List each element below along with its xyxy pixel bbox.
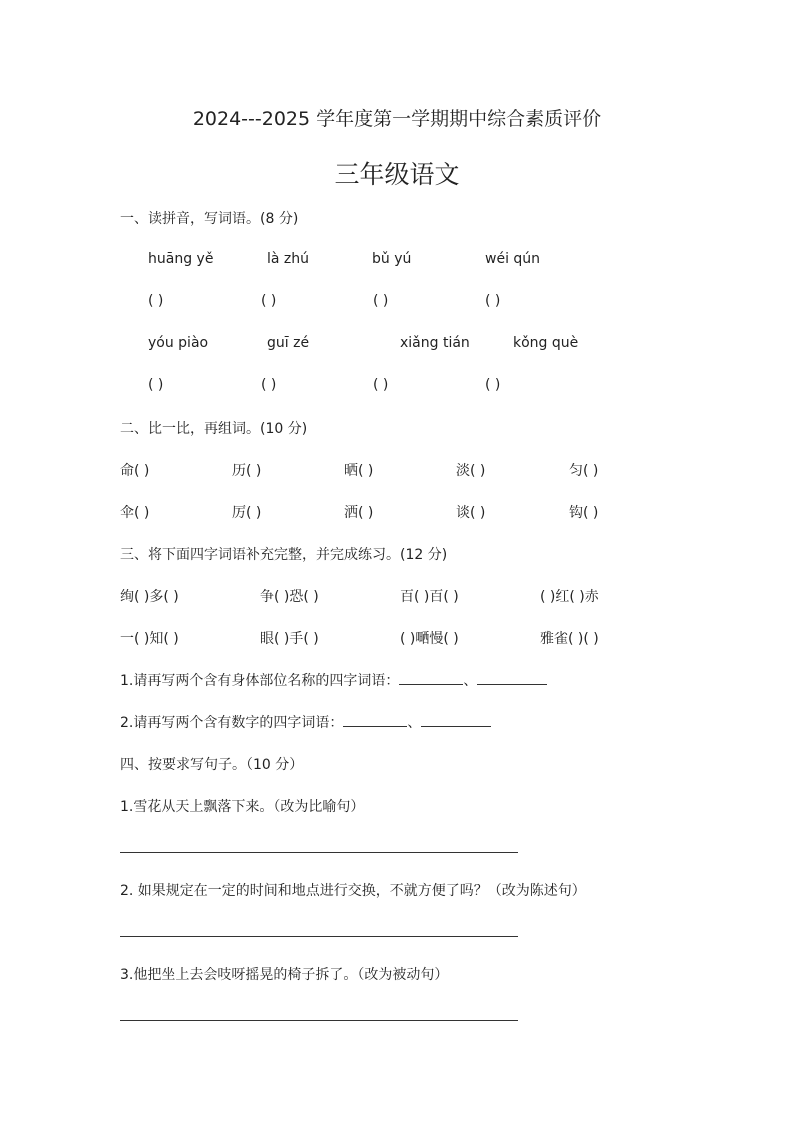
idiom-item[interactable]: 绚( )多( ): [120, 589, 179, 605]
answer-line[interactable]: [343, 714, 407, 727]
compare-item[interactable]: 厉( ): [232, 505, 262, 521]
answer-blank[interactable]: ( ): [485, 377, 501, 393]
answer-blank[interactable]: ( ): [261, 377, 277, 393]
idiom-item[interactable]: 争( )恐( ): [260, 589, 319, 605]
pinyin-5: yóu piào: [148, 335, 209, 351]
idiom-item[interactable]: 一( )知( ): [120, 631, 179, 647]
compare-item[interactable]: 淡( ): [456, 463, 486, 479]
question-4-2: 2. 如果规定在一定的时间和地点进行交换，不就方便了吗？（改为陈述句）: [120, 883, 586, 899]
question-text: 1.请再写两个含有身体部位名称的四字词语：: [120, 673, 400, 689]
question-3-1: [120, 670, 547, 690]
answer-blank[interactable]: ( ): [148, 377, 164, 393]
idiom-item[interactable]: 百( )百( ): [400, 589, 459, 605]
compare-item[interactable]: 谈( ): [456, 505, 486, 521]
question-text: 2.请再写两个含有数字的四字词语：: [120, 715, 344, 731]
compare-item[interactable]: 伞( ): [120, 505, 150, 521]
answer-line[interactable]: [477, 672, 547, 685]
exam-title: 2024---2025 学年度第一学期期中综合素质评价: [192, 108, 602, 130]
question-4-1: 1.雪花从天上飘落下来。（改为比喻句）: [120, 799, 365, 815]
compare-item[interactable]: 匀( ): [569, 463, 599, 479]
answer-line[interactable]: [120, 1020, 518, 1021]
answer-blank[interactable]: ( ): [261, 293, 277, 309]
compare-item[interactable]: 晒( ): [344, 463, 374, 479]
answer-blank[interactable]: ( ): [373, 377, 389, 393]
compare-item[interactable]: 钩( ): [569, 505, 599, 521]
pinyin-6: guī zé: [267, 335, 310, 351]
question-4-3: 3.他把坐上去会吱呀摇晃的椅子拆了。（改为被动句）: [120, 967, 449, 983]
pinyin-8: kǒng què: [513, 335, 579, 351]
pinyin-7: xiǎng tián: [400, 335, 470, 351]
compare-item[interactable]: 命( ): [120, 463, 150, 479]
answer-blank[interactable]: ( ): [485, 293, 501, 309]
subject-title: 三年级语文: [334, 160, 460, 189]
answer-line[interactable]: [120, 936, 518, 937]
idiom-item[interactable]: ( )红( )赤: [540, 589, 599, 605]
compare-item[interactable]: 洒( ): [344, 505, 374, 521]
section4-heading: 四、按要求写句子。（10 分）: [120, 757, 304, 773]
pinyin-1: huāng yě: [148, 251, 214, 267]
separator: 、: [407, 715, 422, 731]
section1-heading: 一、读拼音，写词语。(8 分): [120, 211, 299, 227]
compare-item[interactable]: 历( ): [232, 463, 262, 479]
section2-heading: 二、比一比，再组词。(10 分): [120, 421, 308, 437]
question-3-2: [120, 712, 491, 732]
pinyin-3: bǔ yú: [372, 251, 412, 267]
idiom-item[interactable]: 眼( )手( ): [260, 631, 319, 647]
answer-blank[interactable]: ( ): [373, 293, 389, 309]
idiom-item[interactable]: 雅雀( )( ): [540, 631, 599, 647]
pinyin-4: wéi qún: [485, 251, 541, 267]
separator: 、: [463, 673, 478, 689]
section3-heading: 三、将下面四字词语补充完整，并完成练习。(12 分): [120, 547, 448, 563]
answer-line[interactable]: [421, 714, 491, 727]
answer-line[interactable]: [120, 852, 518, 853]
answer-blank[interactable]: ( ): [148, 293, 164, 309]
idiom-item[interactable]: ( )嗮慢( ): [400, 631, 459, 647]
pinyin-2: là zhú: [267, 251, 310, 267]
answer-line[interactable]: [399, 672, 463, 685]
